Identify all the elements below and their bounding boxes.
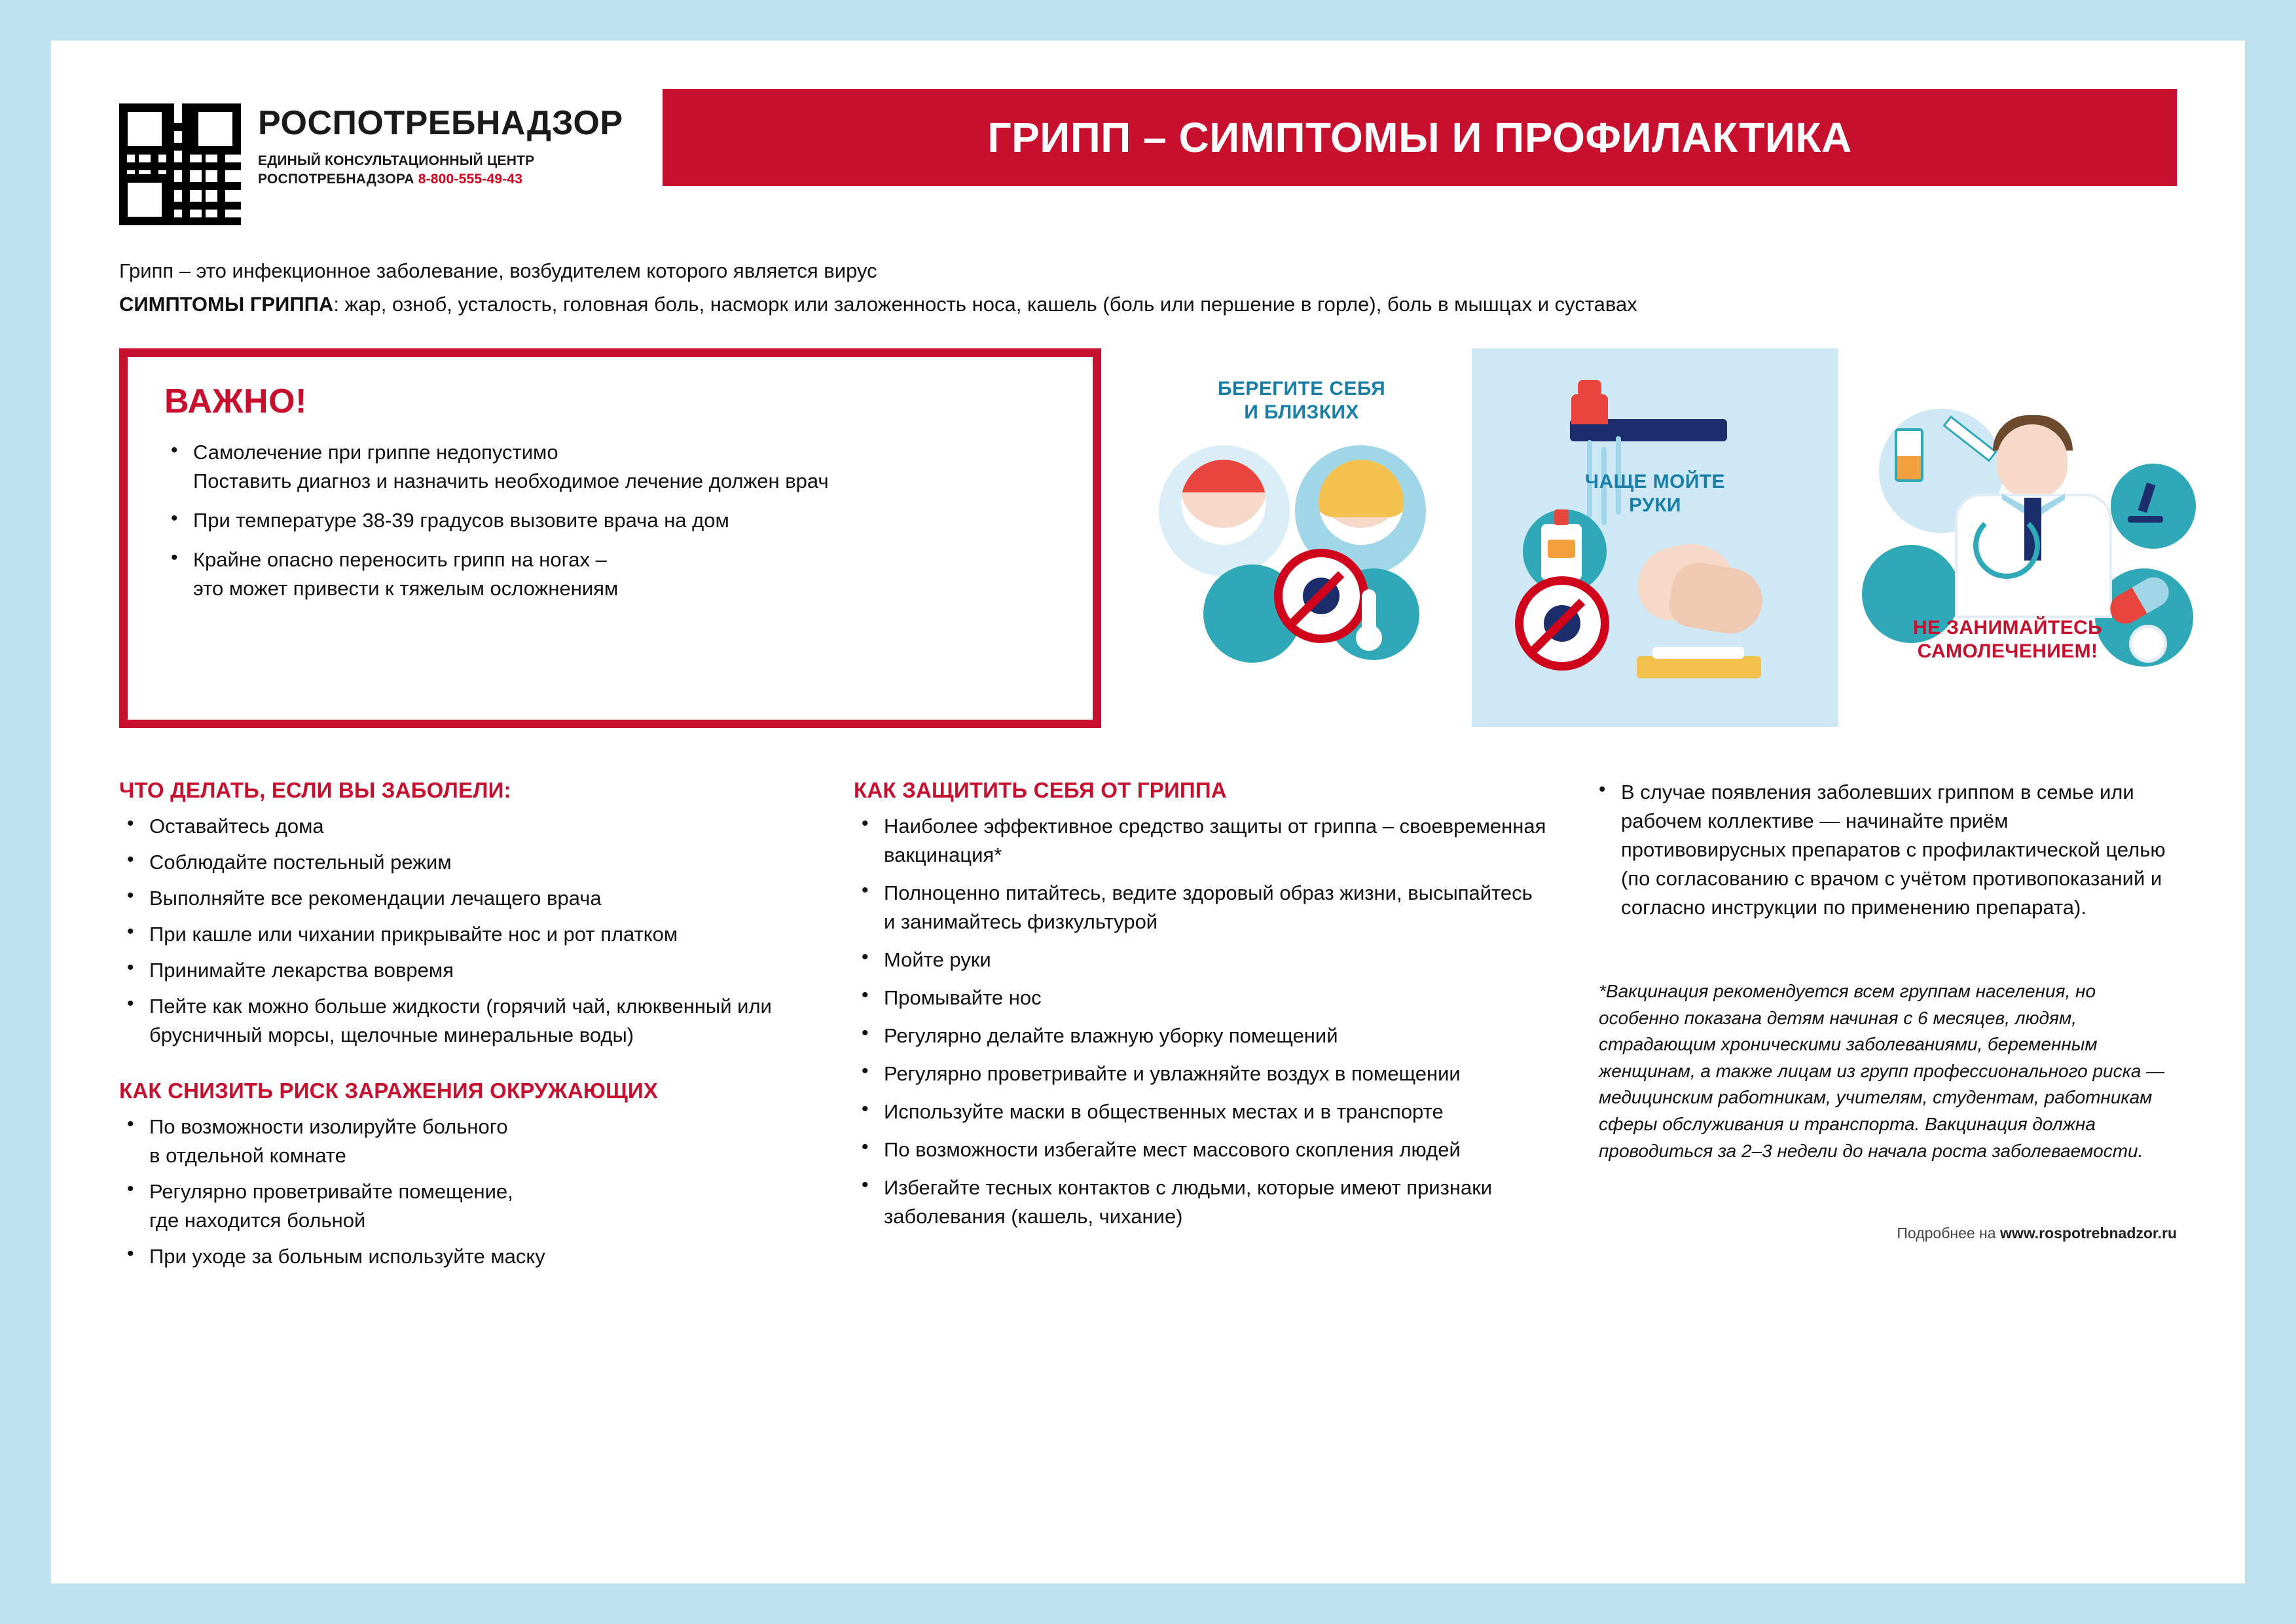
list-item: • Регулярно проветривайте и увлажняйте воздух в помещении: [884, 1060, 1548, 1088]
list-what-to-do: [119, 812, 826, 1050]
hand-icon: [1666, 558, 1767, 638]
qr-code-icon: [119, 103, 241, 225]
website-prefix: Подробнее на: [1897, 1225, 2000, 1242]
list-reduce-risk: [119, 1113, 826, 1271]
header: [119, 89, 2177, 227]
list-prophylaxis: [1591, 778, 2177, 922]
hotline-phone: 8-800-555-49-43: [418, 171, 523, 187]
doctor-head-icon: [1997, 424, 2068, 498]
important-title: ВАЖНО!: [164, 382, 307, 420]
list-item: • В случае появления заболевших гриппом в семье или рабочем коллективе — начинайте приём противовирусных препаратов с профилактической целью (по согласованию с врачом с учётом противопоказаний и согласно инструкции по применению препарата).: [1621, 778, 2177, 922]
title-bar: [663, 89, 2177, 186]
list-item: • По возможности избегайте мест массового скопления людей: [884, 1135, 1548, 1164]
illustration-see-doctor: [1838, 348, 2177, 727]
qr-corner-icon: [119, 174, 170, 225]
content-columns: [119, 778, 2177, 1278]
symptoms-text: : жар, озноб, усталость, головная боль, насморк или заложенность носа, кашель (боль или першение в горле), боль в мышцах и суставах: [333, 292, 1637, 316]
website-line: [1591, 1225, 2177, 1242]
illustration-wash-hands: [1472, 348, 1838, 727]
intro-line-1: Грипп – это инфекционное заболевание, возбудителем которого является вирус: [119, 259, 877, 282]
important-list: [164, 438, 1063, 603]
list-item: • Наиболее эффективное средство защиты от гриппа – своевременная вакцинация*: [884, 812, 1548, 870]
list-item: • Регулярно делайте влажную уборку помещений: [884, 1022, 1548, 1050]
list-item: • По возможности изолируйте больного в отдельной комнате: [149, 1113, 826, 1170]
illustration-caption-a: БЕРЕГИТЕ СЕБЯ И БЛИЗКИХ: [1217, 377, 1386, 424]
brand-text: [258, 103, 623, 188]
important-item: • Крайне опасно переносить грипп на ногах – это может привести к тяжелым осложнениям: [193, 545, 1063, 603]
column-protect-yourself: [854, 778, 1548, 1278]
list-protect-yourself: [854, 812, 1548, 1231]
heading-reduce-risk: КАК СНИЗИТЬ РИСК ЗАРАЖЕНИЯ ОКРУЖАЮЩИХ: [119, 1078, 659, 1103]
brand-title: РОСПОТРЕБНАДЗОР: [258, 104, 623, 142]
illustration-protect-yourself: [1131, 348, 1472, 727]
list-item: • Используйте маски в общественных местах и в транспорте: [884, 1098, 1548, 1126]
list-item: • Пейте как можно больше жидкости (горячий чай, клюквенный или брусничный морсы, щелочные минеральные воды): [149, 992, 826, 1050]
intro-text: [119, 257, 2177, 320]
list-item: • Соблюдайте постельный режим: [149, 848, 826, 877]
illustration-caption-c: НЕ ЗАНИМАЙТЕСЬ САМОЛЕЧЕНИЕМ!: [1912, 616, 2103, 663]
washing-hands-icon: [1637, 540, 1768, 638]
faucet-knob-icon: [1578, 380, 1601, 397]
symptoms-label: СИМПТОМЫ ГРИППА: [119, 292, 334, 316]
thermometer-icon: [1362, 589, 1376, 638]
soap-label: [1548, 540, 1575, 558]
person-with-mask-icon: [1181, 460, 1266, 545]
microscope-icon: [2125, 483, 2164, 523]
faucet-body-icon: [1571, 394, 1608, 424]
list-item: • Промывайте нос: [884, 984, 1548, 1012]
vaccination-footnote: *Вакцинация рекомендуется всем группам населения, но особенно показана детям начиная с 6 месяцев, людям, страдающим хроническими заболеваниями, беременным женщинам, а также лицам из групп профессионального риска — медицинским работникам, учителям, студентам, работникам сферы обслуживания и транспорта. Вакцинация должна проводиться за 2–3 недели до начала роста заболеваемости.: [1599, 980, 2165, 1161]
list-item: • При уходе за больным используйте маску: [149, 1242, 826, 1271]
important-item: • Самолечение при гриппе недопустимо Поставить диагноз и назначить необходимое лечение должен врач: [193, 438, 1063, 496]
intro-line-2: [119, 290, 2177, 320]
important-box: [119, 348, 1101, 728]
brand-subtitle-line1: ЕДИНЫЙ КОНСУЛЬТАЦИОННЫЙ ЦЕНТР: [258, 153, 535, 168]
vaccine-vial-icon: [1895, 428, 1923, 482]
illustration-caption-b: ЧАЩЕ МОЙТЕ РУКИ: [1585, 470, 1725, 517]
towel-icon: [1637, 656, 1761, 678]
no-virus-icon: [1274, 549, 1368, 643]
no-virus-icon: [1515, 576, 1609, 671]
list-item: • При кашле или чихании прикрывайте нос и рот платком: [149, 920, 826, 949]
person-with-mask-icon: [1319, 460, 1404, 545]
list-item: • Мойте руки: [884, 946, 1548, 974]
column-what-to-do: [119, 778, 826, 1278]
middle-band: [119, 348, 2177, 741]
brand-block: [119, 89, 663, 225]
illustration-band: [1101, 348, 2177, 728]
list-item: • Принимайте лекарства вовремя: [149, 956, 826, 985]
list-item: • Выполняйте все рекомендации лечащего врача: [149, 884, 826, 913]
column-prophylaxis: [1575, 778, 2177, 1278]
stethoscope-icon: [1973, 512, 2040, 579]
poster-sheet: [51, 41, 2245, 1583]
heading-what-to-do: ЧТО ДЕЛАТЬ, ЕСЛИ ВЫ ЗАБОЛЕЛИ:: [119, 777, 511, 802]
heading-protect-yourself: КАК ЗАЩИТИТЬ СЕБЯ ОТ ГРИППА: [854, 777, 1227, 802]
brand-subtitle-line2: [258, 170, 623, 189]
brand-subtitle: [258, 152, 623, 188]
virus-icon: [1544, 605, 1580, 642]
important-item: • При температуре 38-39 градусов вызовите врача на дом: [193, 506, 1063, 535]
virus-icon: [1303, 578, 1339, 614]
list-item: • Избегайте тесных контактов с людьми, которые имеют признаки заболевания (кашель, чихание): [884, 1173, 1548, 1231]
soap-bottle-icon: [1541, 524, 1582, 580]
website-url[interactable]: www.rospotrebnadzor.ru: [1999, 1225, 2177, 1242]
list-item: • Полноценно питайтесь, ведите здоровый образ жизни, высыпайтесь и занимайтесь физкультурой: [884, 879, 1548, 936]
list-item: • Оставайтесь дома: [149, 812, 826, 841]
brand-subtitle-line2-text: РОСПОТРЕБНАДЗОРА: [258, 171, 414, 187]
page-title: ГРИПП – СИМПТОМЫ И ПРОФИЛАКТИКА: [987, 114, 1852, 161]
list-item: • Регулярно проветривайте помещение, где находится больной: [149, 1177, 826, 1235]
